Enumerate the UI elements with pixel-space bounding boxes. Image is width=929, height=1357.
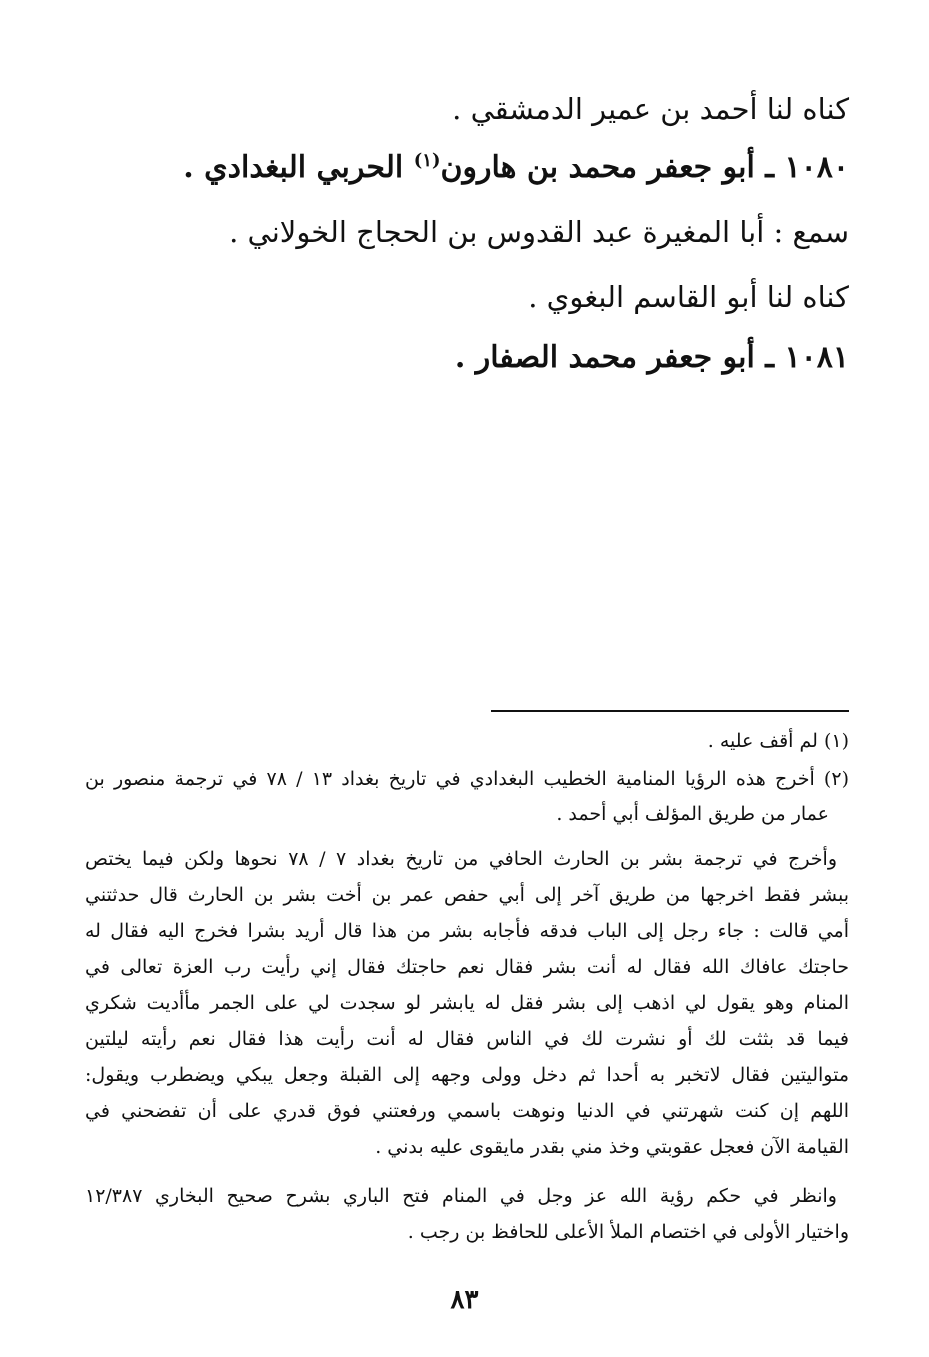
- footnote-ref-1: (١): [413, 150, 441, 171]
- entry-number: ١٠٨٠: [784, 150, 849, 185]
- footnote-para2-line-8: اللهم إن كنت شهرتني في الدنيا ونوهت باسمي ورفعتني فوق قدري على أن تفضحني في: [85, 1100, 849, 1122]
- entry-1081-heading: [85, 340, 849, 375]
- previous-entry-kunya: كناه لنا أحمد بن عمير الدمشقي .: [452, 92, 849, 126]
- footnote-separator: [491, 710, 849, 712]
- footnote-para2-line-3: أمي قالت : جاء رجل إلى الباب فدقه فأجابه بشر من هذا قال أريد بشرا فخرج اليه فقال له: [85, 920, 849, 942]
- footnote-para3-line-1: وانظر في حكم رؤية الله عز وجل في المنام فتح الباري بشرح صحيح البخاري ١٢/٣٨٧: [85, 1185, 837, 1207]
- entry-name: ـ أبو جعفر محمد الصفار .: [454, 340, 775, 375]
- footnote-2-line-1: (٢) أخرج هذه الرؤيا المنامية الخطيب البغدادي في تاريخ بغداد ١٣ / ٧٨ في ترجمة منصور بن: [85, 768, 849, 790]
- entry-1080-kunya: كناه لنا أبو القاسم البغوي .: [528, 280, 849, 314]
- page-number: ٨٣: [450, 1285, 479, 1315]
- footnote-2-line-2: عمار من طريق المؤلف أبي أحمد .: [556, 803, 829, 825]
- footnote-para2-line-4: حاجتك عافاك الله فقال له أنت بشر فقال نعم حاجتك فقال إني رأيت رب العزة تعالى في: [85, 956, 849, 978]
- footnote-para3-line-2: واختيار الأولى في اختصام الملأ الأعلى للحافظ بن رجب .: [407, 1221, 849, 1243]
- footnote-para2-line-9: القيامة الآن فعجل عقوبتي وخذ مني بقدر مايقوى عليه بدني .: [375, 1136, 849, 1158]
- entry-1080-heading: [85, 150, 849, 185]
- footnote-para2-line-7: متواليتين فقال لاتخبر به أحدا ثم دخل وولى وجهه إلى القبلة وجعل يبكي ويضطرب ويقول:: [85, 1064, 849, 1086]
- entry-name: ـ أبو جعفر محمد بن هارون: [440, 150, 775, 185]
- footnote-para2-line-5: المنام وهو يقول لي اذهب إلى بشر فقل له يابشر لو سجدت لي على الجمر مأأديت شكري: [85, 992, 849, 1014]
- footnote-para2-line-1: وأخرج في ترجمة بشر بن الحارث الحافي من تاريخ بغداد ٧ / ٧٨ نحوها ولكن فيما يختص: [85, 848, 838, 870]
- footnote-para2-line-2: ببشر فقط اخرجها من طريق آخر إلى أبي حفص عمر بن أخت بشر بن الحارث قال حدثتني: [85, 884, 849, 906]
- entry-name-rest: الحربي البغدادي .: [183, 150, 404, 185]
- footnote-para2-line-6: فيما قد بثثت لك أو نشرت لك في الناس فقال له أنت رأيت هذا فقال نعم رأيته ليلتين: [85, 1028, 849, 1050]
- footnote-1: (١) لم أقف عليه .: [707, 730, 849, 752]
- entry-1080-heard: سمع : أبا المغيرة عبد القدوس بن الحجاج الخولاني .: [229, 215, 849, 249]
- entry-number: ١٠٨١: [784, 340, 849, 375]
